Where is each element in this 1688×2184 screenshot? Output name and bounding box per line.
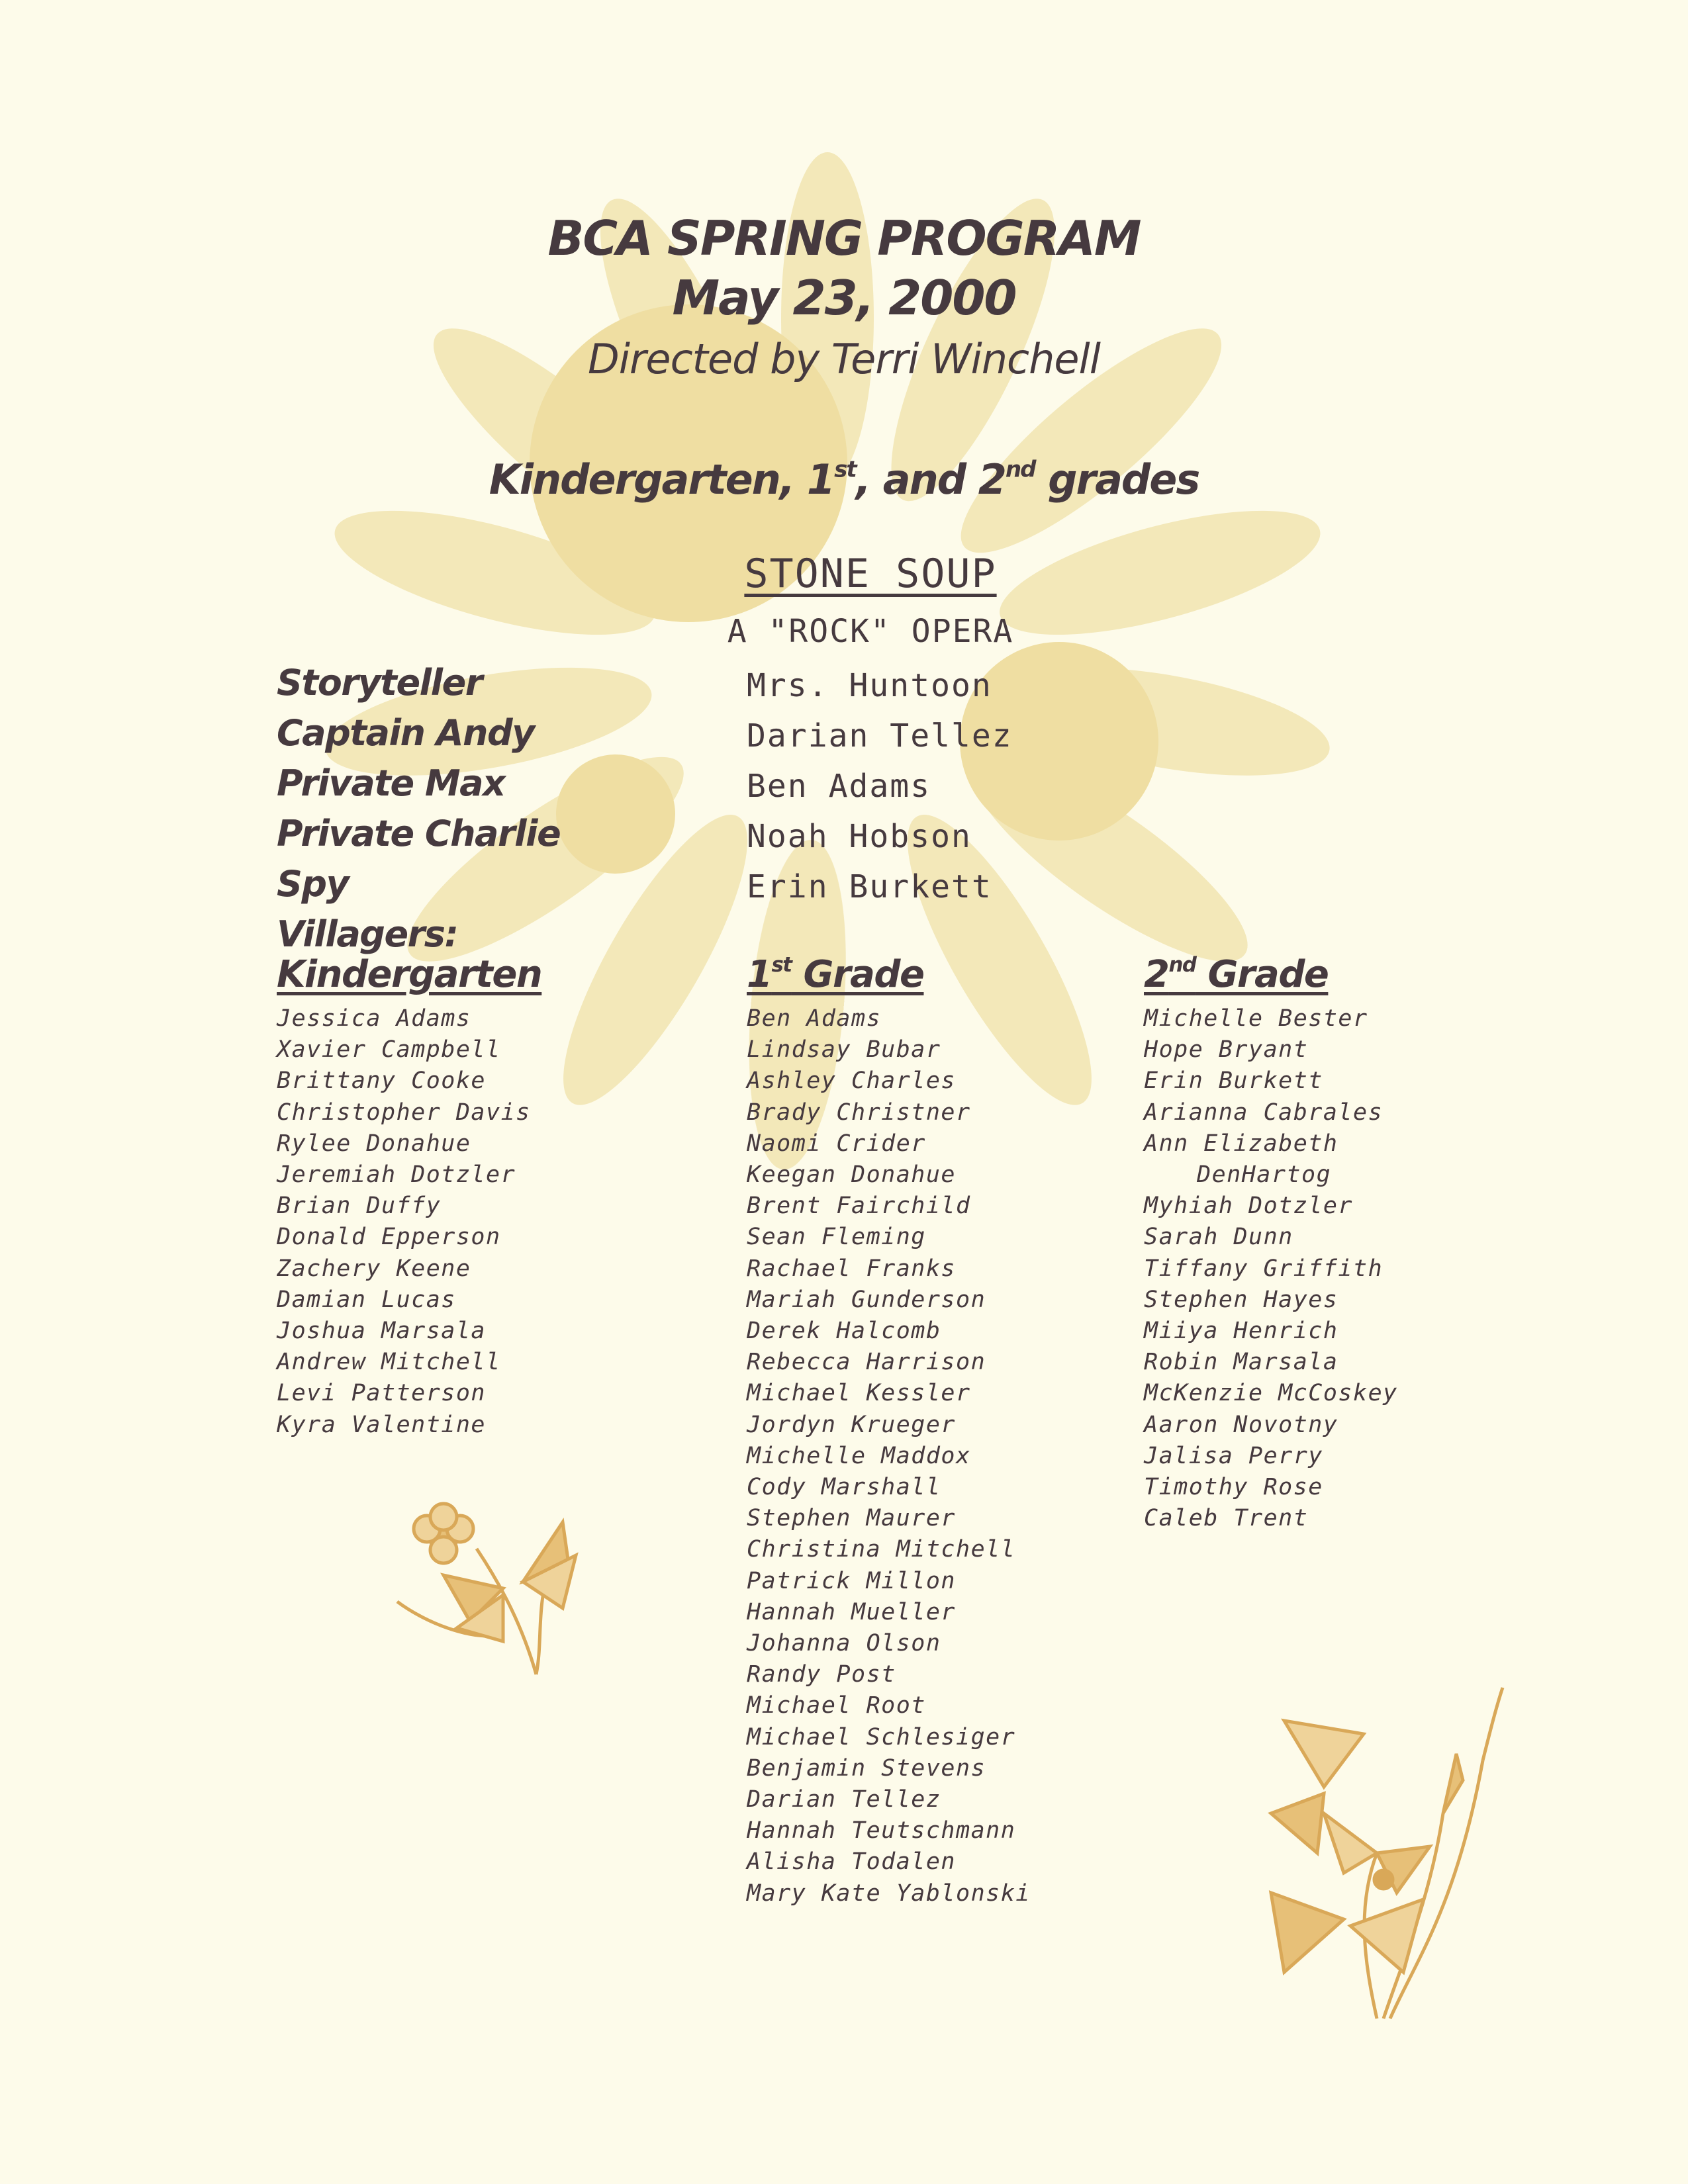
list-item: Damian Lucas bbox=[277, 1286, 456, 1313]
cast-actor: Mrs. Huntoon bbox=[747, 667, 992, 704]
list-item: Caleb Trent bbox=[1144, 1505, 1309, 1532]
list-item: Michael Root bbox=[747, 1692, 926, 1719]
list-item: Arianna Cabrales bbox=[1144, 1099, 1383, 1126]
list-item: Derek Halcomb bbox=[747, 1318, 941, 1345]
list-item: Stephen Hayes bbox=[1144, 1286, 1338, 1313]
list-item: Robin Marsala bbox=[1144, 1349, 1338, 1376]
list-item: Jeremiah Dotzler bbox=[277, 1161, 516, 1189]
list-item: Stephen Maurer bbox=[747, 1505, 957, 1532]
grades-line-sup2: nd bbox=[1005, 456, 1035, 483]
list-item: Ashley Charles bbox=[747, 1068, 957, 1095]
grades-line-part2: , and 2 bbox=[855, 455, 1006, 504]
cast-actor: Erin Burkett bbox=[747, 868, 992, 905]
list-item: Zachery Keene bbox=[277, 1255, 471, 1282]
list-item: Jessica Adams bbox=[277, 1005, 471, 1032]
list-item: Brian Duffy bbox=[277, 1193, 442, 1220]
cast-actor: Noah Hobson bbox=[747, 818, 972, 855]
cast-role: Private Max bbox=[277, 762, 505, 804]
kindergarten-list bbox=[277, 1003, 531, 1441]
list-item: Benjamin Stevens bbox=[747, 1754, 986, 1782]
list-item: Mariah Gunderson bbox=[747, 1286, 986, 1313]
list-item: Ben Adams bbox=[747, 1005, 882, 1032]
villagers-label: Villagers: bbox=[277, 913, 458, 955]
show-title: STONE SOUP bbox=[744, 551, 997, 597]
list-item: Mary Kate Yablonski bbox=[747, 1880, 1031, 1907]
show-subtitle: A "ROCK" OPERA bbox=[727, 613, 1014, 650]
list-item: Rebecca Harrison bbox=[747, 1349, 986, 1376]
list-item: Tiffany Griffith bbox=[1144, 1255, 1383, 1282]
list-item: Timothy Rose bbox=[1144, 1474, 1323, 1501]
cast-role: Captain Andy bbox=[277, 712, 534, 754]
list-item: Randy Post bbox=[747, 1661, 896, 1688]
list-item: Joshua Marsala bbox=[277, 1318, 487, 1345]
list-item: Brent Fairchild bbox=[747, 1193, 971, 1220]
first-grade-heading bbox=[747, 953, 923, 996]
list-item: DenHartog bbox=[1197, 1161, 1332, 1189]
list-item: Jalisa Perry bbox=[1144, 1442, 1323, 1469]
list-item: Xavier Campbell bbox=[277, 1036, 501, 1064]
director-line: Directed by Terri Winchell bbox=[587, 335, 1101, 383]
first-grade-heading-sup: st bbox=[771, 952, 792, 977]
second-grade-list bbox=[1144, 1003, 1398, 1534]
list-item: Michelle Maddox bbox=[747, 1442, 971, 1469]
list-item: Christina Mitchell bbox=[747, 1536, 1016, 1563]
list-item: Keegan Donahue bbox=[747, 1161, 957, 1189]
list-item: Michael Kessler bbox=[747, 1380, 971, 1407]
list-item: Myhiah Dotzler bbox=[1144, 1193, 1354, 1220]
program-date: May 23, 2000 bbox=[672, 270, 1016, 326]
list-item: Miiya Henrich bbox=[1144, 1318, 1338, 1345]
grades-line bbox=[0, 455, 1688, 504]
list-item: Sarah Dunn bbox=[1144, 1224, 1293, 1251]
grades-line-part1: Kindergarten, 1 bbox=[489, 455, 835, 504]
grades-line-part3: grades bbox=[1035, 455, 1199, 504]
list-item: Kyra Valentine bbox=[277, 1411, 487, 1438]
second-grade-heading-num: 2 bbox=[1144, 953, 1169, 996]
list-item: Brady Christner bbox=[747, 1099, 971, 1126]
first-grade-heading-word: Grade bbox=[791, 953, 924, 996]
list-item: Michael Schlesiger bbox=[747, 1723, 1016, 1751]
cast-role: Storyteller bbox=[277, 662, 482, 704]
list-item: Hope Bryant bbox=[1144, 1036, 1309, 1064]
list-item: Christopher Davis bbox=[277, 1099, 531, 1126]
kindergarten-heading: Kindergarten bbox=[277, 953, 542, 996]
second-grade-heading-word: Grade bbox=[1196, 953, 1329, 996]
cast-role: Spy bbox=[277, 863, 349, 905]
list-item: Jordyn Krueger bbox=[747, 1411, 957, 1438]
list-item: Levi Patterson bbox=[277, 1380, 487, 1407]
first-grade-heading-num: 1 bbox=[747, 953, 772, 996]
list-item: Hannah Teutschmann bbox=[747, 1817, 1016, 1844]
list-item: Aaron Novotny bbox=[1144, 1411, 1338, 1438]
list-item: Brittany Cooke bbox=[277, 1068, 487, 1095]
list-item: Erin Burkett bbox=[1144, 1068, 1323, 1095]
list-item: Patrick Millon bbox=[747, 1567, 957, 1594]
second-grade-heading bbox=[1144, 953, 1328, 996]
grades-line-sup1: st bbox=[834, 456, 856, 483]
second-grade-heading-sup: nd bbox=[1168, 952, 1196, 977]
list-item: Ann Elizabeth bbox=[1144, 1130, 1338, 1157]
list-item: Rylee Donahue bbox=[277, 1130, 471, 1157]
cast-role: Private Charlie bbox=[277, 813, 561, 854]
cast-actor: Darian Tellez bbox=[747, 717, 1013, 754]
list-item: Andrew Mitchell bbox=[277, 1349, 501, 1376]
list-item: Hannah Mueller bbox=[747, 1598, 957, 1625]
list-item: Cody Marshall bbox=[747, 1474, 941, 1501]
list-item: Alisha Todalen bbox=[747, 1848, 957, 1876]
cast-actor: Ben Adams bbox=[747, 768, 931, 805]
list-item: Michelle Bester bbox=[1144, 1005, 1368, 1032]
first-grade-list bbox=[747, 1003, 1031, 1909]
program-title: BCA SPRING PROGRAM bbox=[547, 210, 1141, 266]
list-item: Sean Fleming bbox=[747, 1224, 926, 1251]
list-item: Naomi Crider bbox=[747, 1130, 926, 1157]
list-item: Donald Epperson bbox=[277, 1224, 501, 1251]
list-item: Lindsay Bubar bbox=[747, 1036, 941, 1064]
list-item: Johanna Olson bbox=[747, 1630, 941, 1657]
list-item: McKenzie McCoskey bbox=[1144, 1380, 1398, 1407]
list-item: Rachael Franks bbox=[747, 1255, 957, 1282]
list-item: Darian Tellez bbox=[747, 1786, 941, 1813]
